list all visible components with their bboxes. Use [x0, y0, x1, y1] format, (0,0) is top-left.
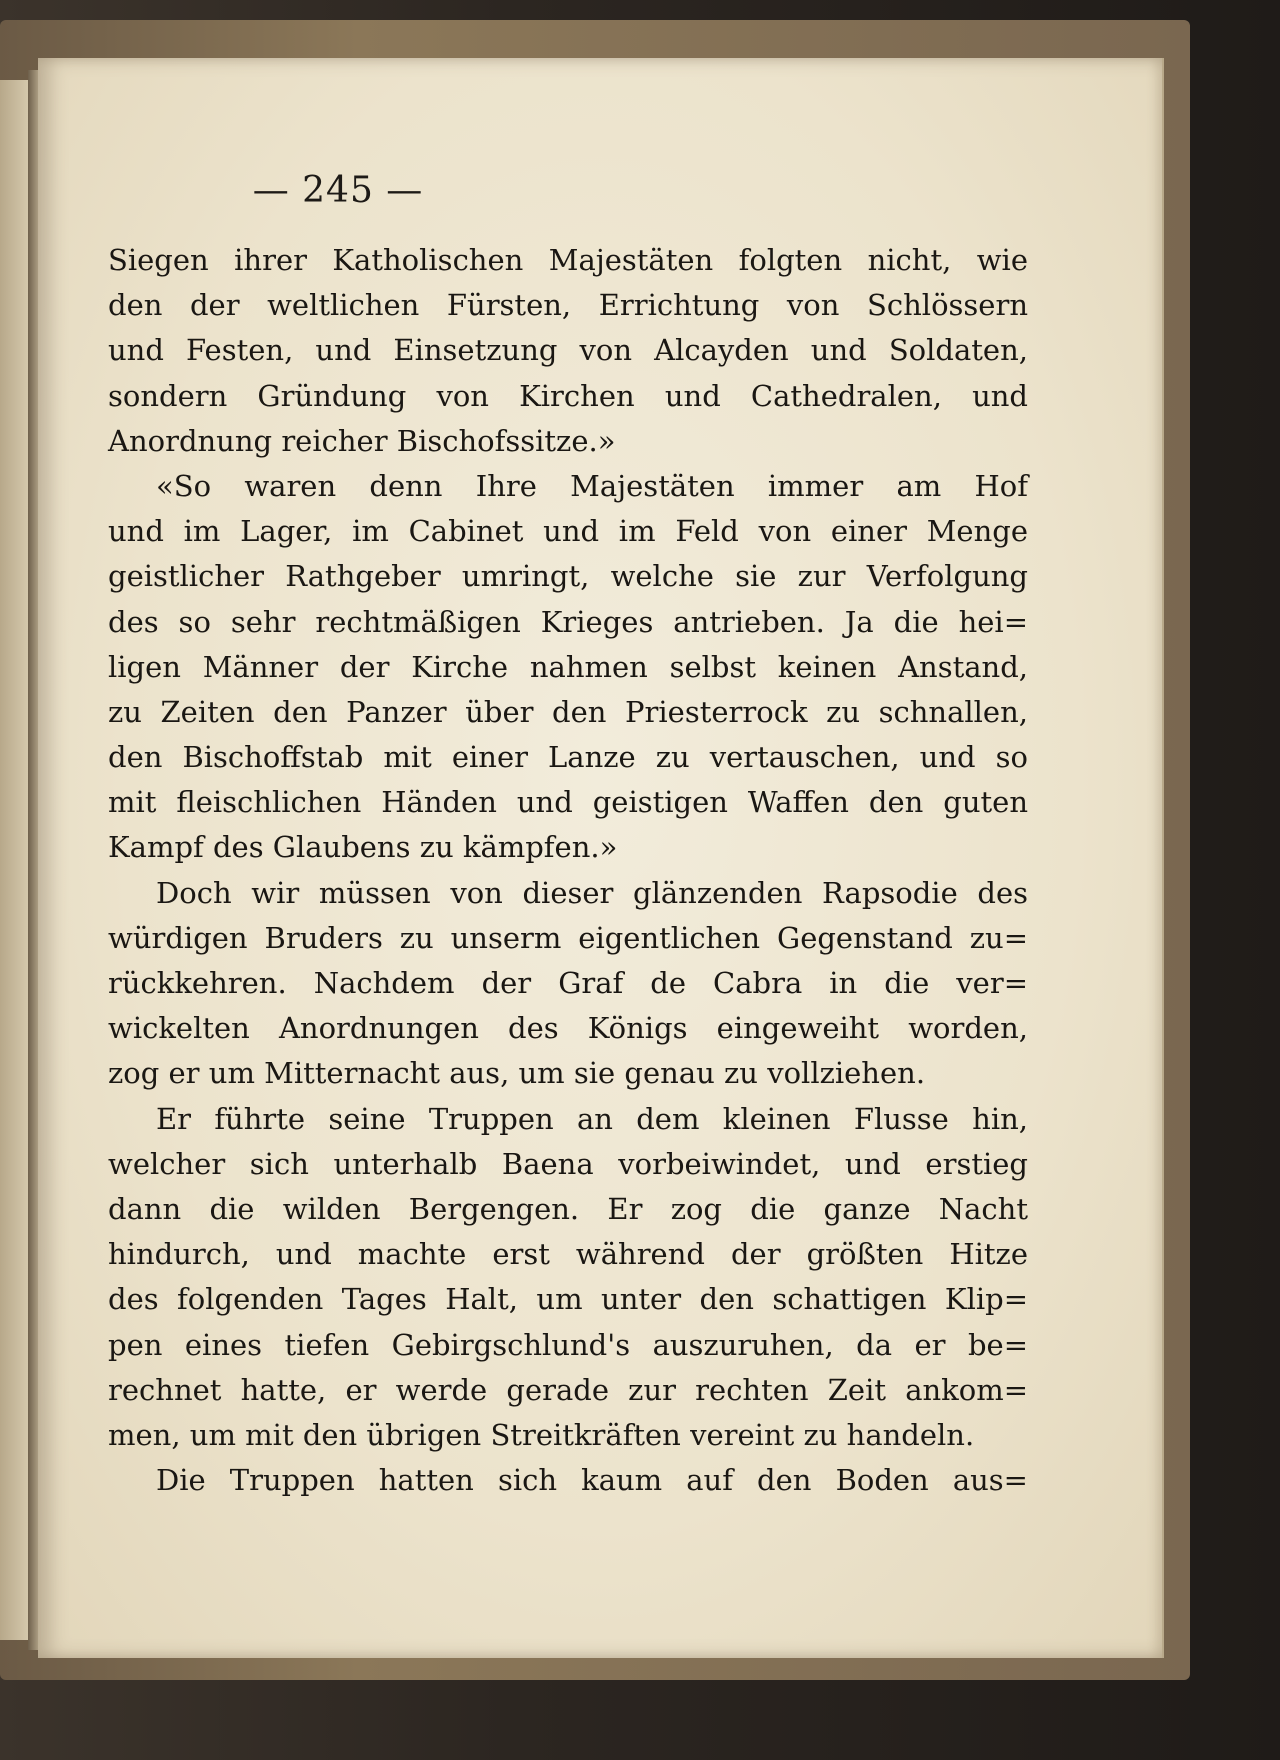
text-line: zu Zeiten den Panzer über den Priesterrock zu schnallen, [108, 694, 1028, 729]
text-line: «So waren denn Ihre Majestäten immer am Hof [156, 468, 1028, 503]
text-line: Siegen ihrer Katholischen Majestäten folgten nicht, wie [108, 243, 1028, 277]
text-line: des so sehr rechtmäßigen Krieges antrieben. Ja die hei= [108, 604, 1028, 639]
page-body-text [108, 238, 1028, 1503]
text-line: men, um mit den übrigen Streitkräften vereint zu handeln. [108, 1417, 975, 1452]
text-line: den Bischoffstab mit einer Lanze zu vertauschen, und so [108, 740, 1028, 775]
text-line: würdigen Bruders zu unserm eigentlichen Gegenstand zu= [108, 920, 1028, 955]
text-line: Die Truppen hatten sich kaum auf den Boden aus= [156, 1463, 1028, 1498]
text-line: mit fleischlichen Händen und geistigen Waffen den guten [108, 785, 1028, 820]
text-line: rückkehren. Nachdem der Graf de Cabra in die ver= [108, 966, 1028, 1000]
text-line: pen eines tiefen Gebirgschlund's auszuruhen, da er be= [108, 1327, 1028, 1362]
text-line: rechnet hatte, er werde gerade zur rechten Zeit ankom= [108, 1372, 1028, 1407]
text-line: Kampf des Glaubens zu kämpfen.» [108, 830, 618, 865]
text-line: Er führte seine Truppen an dem kleinen Flusse hin, [156, 1101, 1028, 1136]
text-line: Doch wir müssen von dieser glänzenden Rapsodie des [156, 875, 1028, 910]
text-line: welcher sich unterhalb Baena vorbeiwindet, und erstieg [108, 1146, 1028, 1181]
text-line: ligen Männer der Kirche nahmen selbst keinen Anstand, [108, 649, 1028, 684]
text-line: und Festen, und Einsetzung von Alcayden und Soldaten, [108, 333, 1028, 368]
text-line: Anordnung reicher Bischofssitze.» [108, 423, 616, 458]
text-line: geistlicher Rathgeber umringt, welche sie zur Verfolgung [108, 559, 1028, 594]
text-line: sondern Gründung von Kirchen und Cathedralen, und [108, 378, 1028, 413]
page-number: — 245 — [252, 170, 424, 211]
book-page [38, 58, 1164, 1658]
text-line: dann die wilden Bergengen. Er zog die ganze Nacht [108, 1191, 1028, 1226]
text-line: den der weltlichen Fürsten, Errichtung von Schlössern [108, 288, 1028, 323]
text-line: und im Lager, im Cabinet und im Feld von einer Menge [108, 514, 1028, 549]
text-line: hindurch, und machte erst während der größten Hitze [108, 1237, 1028, 1272]
text-line: des folgenden Tages Halt, um unter den schattigen Klip= [108, 1282, 1028, 1317]
text-line: wickelten Anordnungen des Königs eingeweiht worden, [108, 1011, 1028, 1046]
text-line: zog er um Mitternacht aus, um sie genau zu vollziehen. [108, 1056, 926, 1091]
